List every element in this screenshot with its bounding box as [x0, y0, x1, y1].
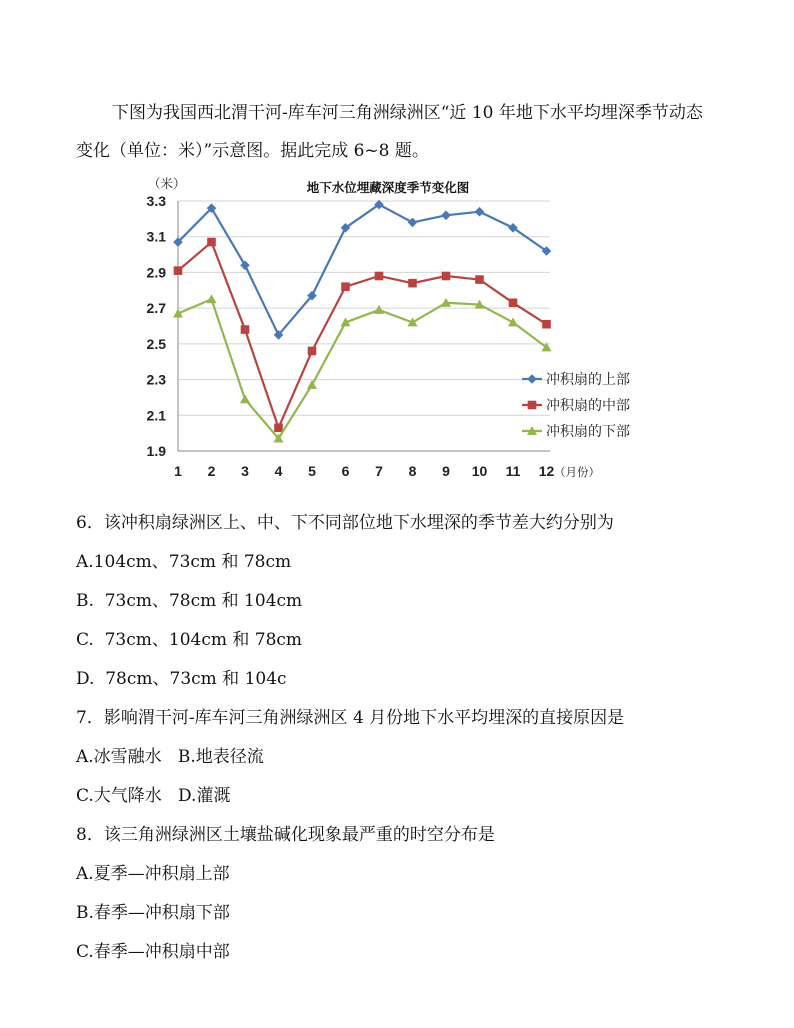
x-tick-label: 8	[408, 463, 417, 479]
question-6-option-c: C. 73cm、104cm 和 78cm	[76, 630, 303, 650]
data-point	[408, 279, 417, 288]
y-tick-label: 2.9	[146, 264, 166, 281]
question-8-option-a: A.夏季—冲积扇上部	[76, 864, 230, 884]
data-point	[475, 207, 485, 217]
y-tick-label: 2.1	[146, 407, 166, 424]
data-point	[207, 238, 216, 247]
data-point	[240, 394, 250, 403]
x-tick-label: 2	[207, 463, 216, 479]
data-point	[527, 374, 537, 384]
x-tick-label: 10	[471, 463, 488, 479]
data-point	[528, 401, 537, 410]
data-point	[308, 347, 317, 356]
groundwater-depth-chart	[130, 172, 650, 492]
data-point	[542, 320, 551, 329]
question-7-options-ab: A.冰雪融水 B.地表径流	[76, 747, 264, 767]
x-tick-label: 1	[174, 463, 182, 479]
y-tick-label: 1.9	[146, 443, 166, 459]
data-point	[174, 266, 183, 275]
x-tick-label: 6	[341, 463, 350, 479]
y-tick-label: 3.3	[146, 193, 166, 209]
question-6-stem: 6．该冲积扇绿洲区上、中、下不同部位地下水埋深的季节差大约分别为	[76, 513, 614, 533]
x-tick-label: 4	[274, 463, 283, 479]
data-point	[241, 325, 250, 334]
y-tick-label: 2.7	[146, 300, 166, 317]
data-point	[475, 275, 484, 284]
y-axis-label: （米）	[148, 176, 186, 191]
x-tick-label: 12	[538, 463, 555, 479]
y-tick-label: 3.1	[146, 228, 166, 245]
legend-label: 冲积扇的下部	[546, 424, 630, 440]
data-point	[307, 380, 317, 389]
data-point	[442, 272, 451, 281]
data-point	[441, 210, 451, 220]
question-8-option-c: C.春季—冲积扇中部	[76, 942, 230, 962]
x-tick-label: 9	[442, 463, 450, 479]
question-6-option-b: B. 73cm、78cm 和 104cm	[76, 591, 303, 611]
data-point	[207, 294, 217, 303]
x-axis-label: （月份）	[554, 465, 600, 479]
chart-title: 地下水位埋藏深度季节变化图	[306, 180, 470, 195]
data-point	[341, 282, 350, 291]
question-6-option-d: D. 78cm、73cm 和 104c	[76, 669, 287, 689]
x-tick-label: 3	[241, 463, 249, 479]
question-8-stem: 8．该三角洲绿洲区土壤盐碱化现象最严重的时空分布是	[76, 825, 495, 845]
data-point	[408, 218, 418, 228]
series-line	[178, 299, 547, 438]
data-point	[375, 272, 384, 281]
series-line	[178, 242, 547, 428]
question-6-option-a: A.104cm、73cm 和 78cm	[76, 552, 292, 572]
chart-svg	[130, 172, 650, 492]
data-point	[509, 298, 518, 307]
question-7-options-cd: C.大气降水 D.灌溉	[76, 786, 231, 806]
x-tick-label: 5	[308, 463, 316, 479]
data-point	[240, 260, 250, 270]
y-tick-label: 2.5	[146, 335, 166, 352]
x-tick-label: 11	[505, 463, 521, 479]
legend-label: 冲积扇的中部	[546, 398, 630, 414]
x-tick-label: 7	[375, 463, 383, 479]
data-point	[274, 423, 283, 432]
intro-paragraph: 下图为我国西北渭干河-库车河三角洲绿洲区“近 10 年地下水平均埋深季节动态变化（单位：米）”示意图。据此完成 6~8 题。	[76, 103, 703, 161]
question-7-stem: 7．影响渭干河-库车河三角洲绿洲区 4 月份地下水平均埋深的直接原因是	[76, 708, 625, 728]
y-tick-label: 2.3	[146, 371, 166, 388]
data-point	[374, 305, 384, 314]
question-8-option-b: B.春季—冲积扇下部	[76, 903, 230, 923]
data-point	[508, 317, 518, 326]
legend-label: 冲积扇的上部	[546, 372, 630, 388]
